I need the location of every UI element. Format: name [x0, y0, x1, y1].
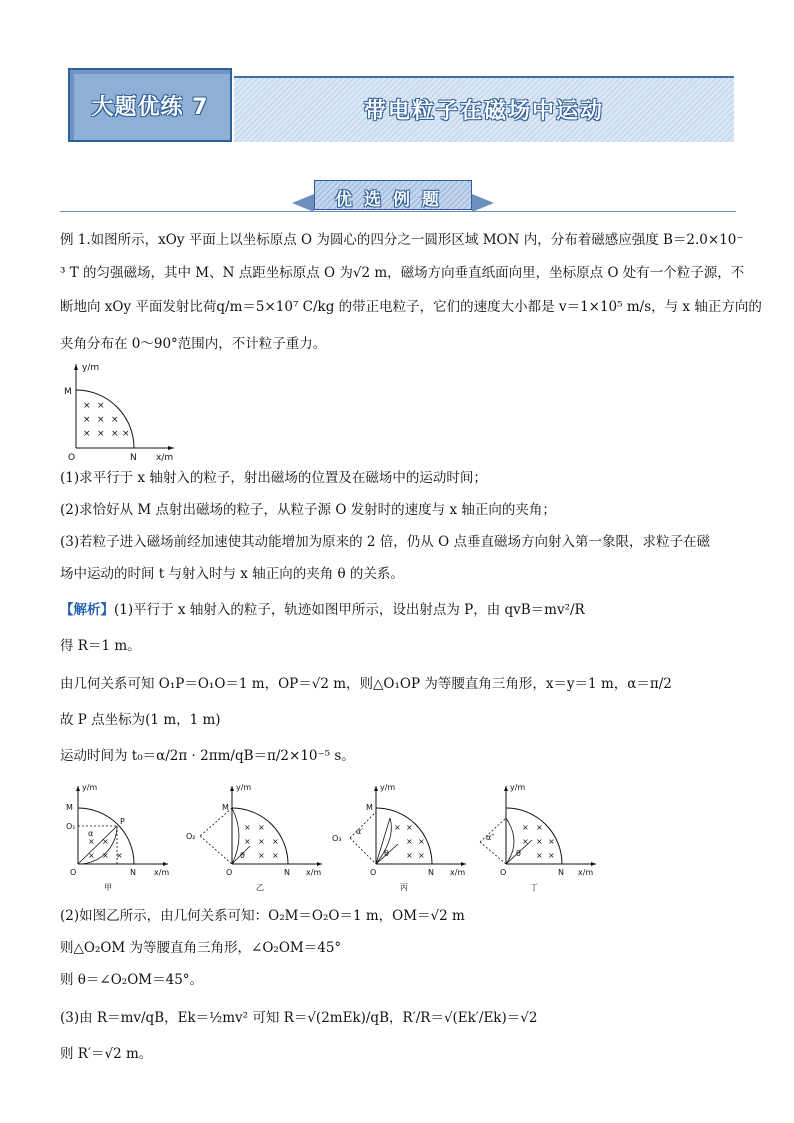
fig3-label-O: O [370, 868, 377, 877]
fig4-cross: × [548, 837, 555, 846]
fig1-label-N: N [130, 868, 136, 877]
question-1: (1)求平行于 x 轴射入的粒子，射出磁场的位置及在磁场中的运动时间； [60, 470, 487, 486]
fig2-cross: × [244, 823, 251, 832]
section-wing-left [292, 194, 314, 212]
fig0-cross: × [111, 429, 119, 439]
section-heading-text: 优选例题 [335, 190, 451, 210]
fig0-y-arrow [74, 364, 78, 370]
solution-line-3: 由几何关系可知 O₁P＝O₁O＝1 m，OP＝√2 m，则△O₁OP 为等腰直角三角形，x＝y＝1 m，α＝π/2 [60, 676, 672, 692]
fig1-label-M: M [66, 803, 73, 812]
fig1-label-O1: O₁ [66, 822, 76, 831]
fig1-cross: × [102, 851, 109, 860]
fig2-cross: × [258, 837, 265, 846]
fig4-label-y: y/m [510, 783, 526, 792]
fig3-caption: 丙 [400, 883, 408, 892]
fig3-label-M: M [366, 803, 373, 812]
fig4-label-alpha3: α″ [486, 833, 495, 842]
fig1-label-y: y/m [82, 783, 98, 792]
fig2-label-x: x/m [306, 868, 322, 877]
fig3-cross: × [406, 851, 413, 860]
solution-line-9: (3)由 R＝mv/qB，Ek＝½mv² 可知 R＝√(2mEk)/qB，R′/R＝√(Ek′/Ek)＝√2 [60, 1010, 538, 1026]
problem-figure [60, 360, 180, 464]
fig1-label-O: O [70, 868, 77, 877]
section-divider [60, 211, 736, 212]
problem-line-1: 例 1.如图所示，xOy 平面上以坐标原点 O 为圆心的四分之一圆形区域 MON 内，分布着磁感应强度 B＝2.0×10⁻ [60, 232, 744, 248]
fig4-cross: × [522, 823, 529, 832]
fig4-cross: × [536, 851, 543, 860]
fig0-cross: × [97, 401, 105, 411]
problem-line-2: ³ T 的匀强磁场，其中 M、N 点距坐标原点 O 为√2 m，磁场方向垂直纸面向里，坐标原点 O 处有一个粒子源，不 [60, 265, 745, 281]
fig1-label-x: x/m [154, 868, 170, 877]
fig0-label-N: N [130, 453, 137, 463]
fig0-cross: × [111, 415, 119, 425]
fig0-label-y: y/m [82, 363, 100, 373]
question-3a: (3)若粒子进入磁场前经加速使其动能增加为原来的 2 倍，仍从 O 点垂直磁场方向射入第一象限，求粒子在磁 [60, 534, 710, 550]
fig3-label-y: y/m [380, 783, 396, 792]
fig2-label-theta: θ [240, 851, 245, 860]
fig4-label-O: O [500, 868, 507, 877]
fig0-cross: × [83, 401, 91, 411]
fig1-caption: 甲 [104, 883, 112, 892]
fig2-cross: × [258, 823, 265, 832]
solution-line-6: (2)如图乙所示，由几何关系可知：O₂M＝O₂O＝1 m，OM＝√2 m [60, 908, 465, 924]
fig2-cross: × [244, 837, 251, 846]
fig0-cross: × [97, 415, 105, 425]
question-2: (2)求恰好从 M 点射出磁场的粒子，从粒子源 O 发射时的速度与 x 轴正向的夹角； [60, 502, 556, 518]
section-heading [314, 180, 472, 210]
fig4-label-theta: θ [516, 849, 521, 858]
fig2-label-N: N [284, 868, 290, 877]
solution-line-10: 则 R′＝√2 m。 [60, 1046, 153, 1062]
fig3-cross: × [394, 823, 401, 832]
solution-line-4: 故 P 点坐标为(1 m，1 m) [60, 712, 221, 728]
fig0-cross: × [83, 415, 91, 425]
fig3-cross: × [418, 851, 425, 860]
fig1-label-alpha: α [88, 829, 94, 838]
fig0-cross: × [83, 429, 91, 439]
solution-tag: 【解析】 [60, 602, 114, 618]
solution-line-8: 则 θ＝∠O₂OM＝45°。 [60, 972, 204, 988]
problem-line-4: 夹角分布在 0～90°范围内，不计粒子重力。 [60, 336, 327, 352]
page-title: 带电粒子在磁场中运动 [363, 99, 604, 124]
fig2-cross: × [272, 837, 279, 846]
fig1-label-P: P [120, 817, 125, 826]
fig4-cross: × [522, 837, 529, 846]
fig1-cross: × [116, 851, 123, 860]
fig3-label-O3: O₃ [332, 834, 342, 843]
fig4-cross: × [536, 823, 543, 832]
problem-line-3: 断地向 xOy 平面发射比荷q/m＝5×10⁷ C/kg 的带正电粒子，它们的速度大小都是 v＝1×10⁵ m/s，与 x 轴正方向的 [60, 299, 762, 315]
fig3-cross: × [406, 823, 413, 832]
fig2-label-M: M [222, 803, 229, 812]
fig3-cross: × [418, 837, 425, 846]
fig2-label-y: y/m [236, 783, 252, 792]
question-3b: 场中运动的时间 t 与射入时与 x 轴正向的夹角 θ 的关系。 [60, 566, 404, 582]
fig3-label-theta: θ [384, 849, 389, 858]
fig1-cross: × [88, 851, 95, 860]
fig4-cross: × [548, 851, 555, 860]
fig1-cross: × [88, 837, 95, 846]
fig0-label-M: M [64, 387, 72, 397]
fig4-label-N: N [558, 868, 564, 877]
header-title-bar [234, 76, 734, 142]
fig4-label-x: x/m [578, 868, 594, 877]
figure-yi [186, 783, 322, 892]
fig3-label-x: x/m [450, 868, 466, 877]
fig2-label-O2: O₂ [186, 832, 196, 841]
figure-ding [480, 783, 596, 892]
header-badge-text: 大题优练 7 [91, 95, 209, 120]
figure-bing [332, 783, 466, 892]
solution-line-2: 得 R＝1 m。 [60, 638, 141, 654]
section-wing-right [472, 194, 494, 212]
fig3-label-N: N [428, 868, 434, 877]
fig3-label-alpha2: α′ [356, 827, 364, 836]
solution-line-1 [60, 600, 740, 620]
fig0-x-arrow [168, 446, 174, 450]
header-badge [68, 68, 232, 142]
fig4-cross: × [536, 837, 543, 846]
fig3-cross: × [406, 837, 413, 846]
fig2-label-O: O [226, 868, 233, 877]
fig0-label-O: O [68, 453, 76, 463]
solution-line-7: 则△O₂OM 为等腰直角三角形，∠O₂OM＝45° [60, 940, 342, 956]
fig2-cross: × [258, 851, 265, 860]
fig1-cross: × [102, 837, 109, 846]
fig2-caption: 乙 [256, 883, 264, 892]
solution-line-5: 运动时间为 t₀＝α/2π · 2πm/qB＝π/2×10⁻⁵ s。 [60, 748, 355, 764]
solution-figures [60, 782, 600, 894]
fig0-label-x: x/m [156, 453, 174, 463]
fig2-cross: × [272, 851, 279, 860]
figure-jia [66, 783, 169, 892]
fig0-cross: × [122, 429, 130, 439]
fig0-cross: × [97, 429, 105, 439]
fig4-caption: 丁 [530, 883, 538, 892]
solution-text-1: (1)平行于 x 轴射入的粒子，轨迹如图甲所示，设出射点为 P，由 qvB＝mv²/R [114, 602, 585, 618]
